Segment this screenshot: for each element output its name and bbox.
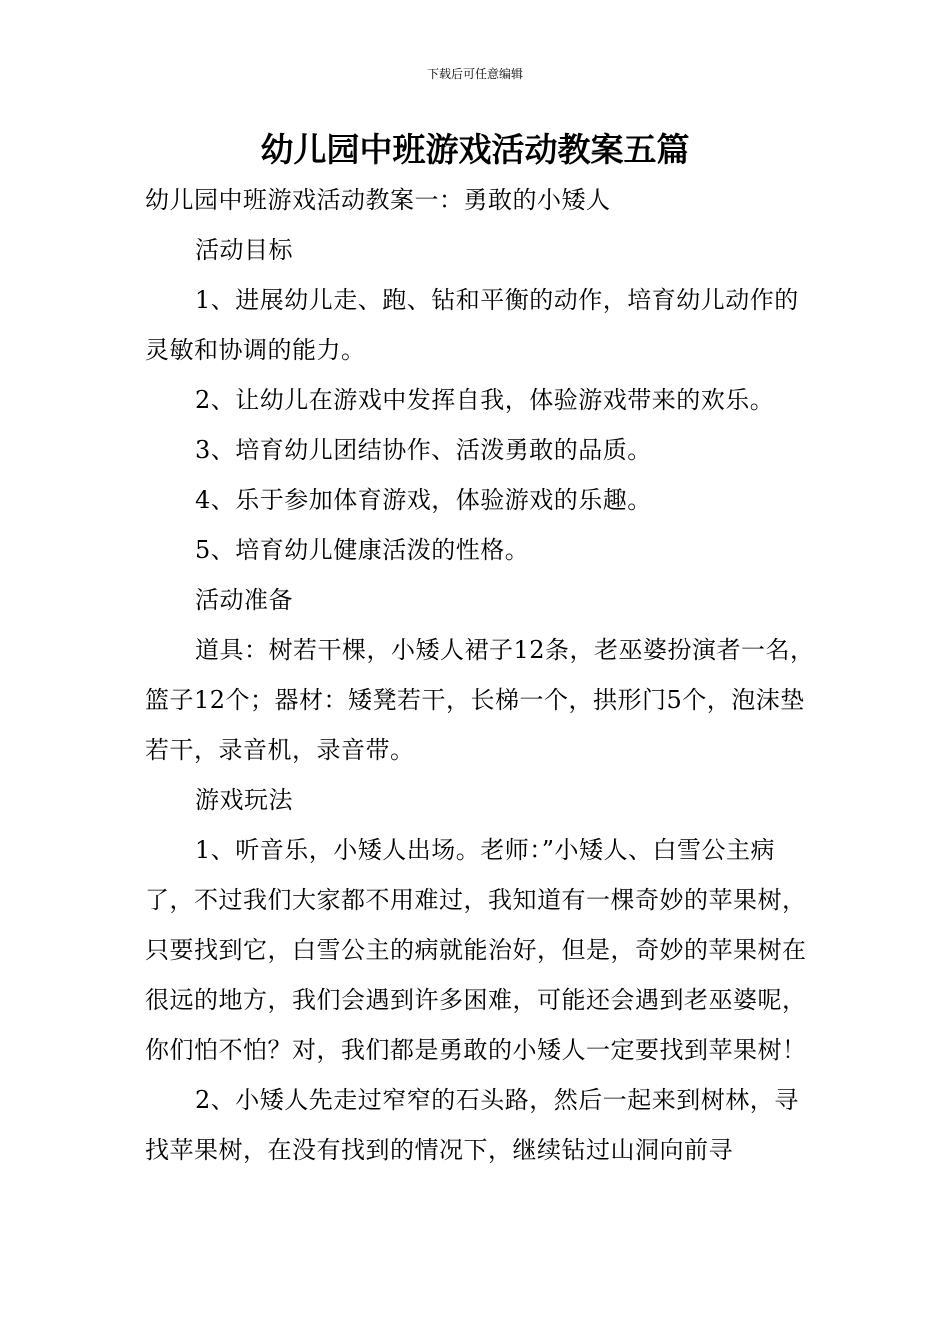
document-title: 幼儿园中班游戏活动教案五篇 bbox=[260, 130, 690, 169]
paragraph: 5、培育幼儿健康活泼的性格。 bbox=[195, 536, 530, 564]
paragraph: 活动准备 bbox=[195, 586, 293, 614]
header-note: 下载后可任意编辑 bbox=[426, 67, 523, 81]
document-subtitle: 幼儿园中班游戏活动教案一：勇敢的小矮人 bbox=[145, 186, 611, 214]
paragraph: 游戏玩法 bbox=[195, 786, 293, 814]
document-body bbox=[145, 175, 817, 1175]
paragraph: 活动目标 bbox=[195, 236, 293, 264]
paragraph: 2、让幼儿在游戏中发挥自我，体验游戏带来的欢乐。 bbox=[195, 386, 775, 414]
paragraph: 1、听音乐，小矮人出场。老师：”小矮人、白雪公主病了，不过我们大家都不用难过，我知道有一棵奇妙的苹果树，只要找到它，白雪公主的病就能治好，但是，奇妙的苹果树在很远的地方，我们会遇到许多困难，可能还会遇到老巫婆呢，你们怕不怕？对，我们都是勇敢的小矮人一定要找到苹果树！ bbox=[145, 836, 807, 1064]
paragraph: 2、小矮人先走过窄窄的石头路，然后一起来到树林，寻找苹果树，在没有找到的情况下，继续钻过山洞向前寻 bbox=[145, 1086, 799, 1164]
paragraph: 3、培育幼儿团结协作、活泼勇敢的品质。 bbox=[195, 436, 652, 464]
paragraph: 1、进展幼儿走、跑、钻和平衡的动作，培育幼儿动作的灵敏和协调的能力。 bbox=[145, 286, 799, 364]
paragraph: 道具：树若干棵，小矮人裙子12条，老巫婆扮演者一名，篮子12个；器材：矮凳若干，长梯一个，拱形门5个，泡沫垫若干，录音机，录音带。 bbox=[145, 636, 815, 764]
paragraph: 4、乐于参加体育游戏，体验游戏的乐趣。 bbox=[195, 486, 652, 514]
